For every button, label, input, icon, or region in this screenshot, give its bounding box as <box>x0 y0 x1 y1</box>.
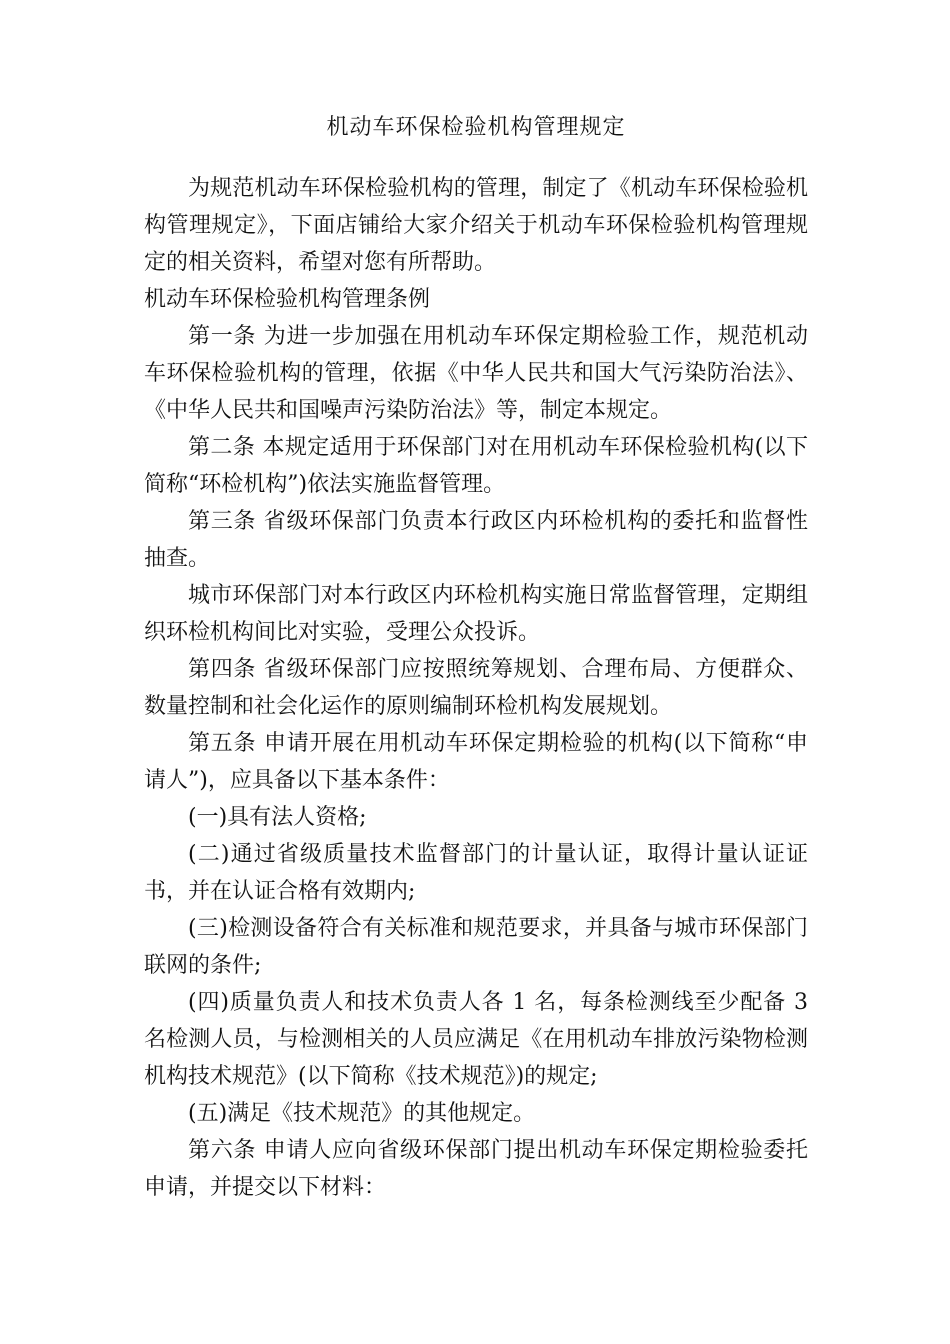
article-4: 第四条 省级环保部门应按照统筹规划、合理布局、方便群众、数量控制和社会化运作的原则编制环检机构发展规划。 <box>144 657 808 719</box>
document-title: 机动车环保检验机构管理规定 <box>326 115 626 140</box>
article-6: 第六条 申请人应向省级环保部门提出机动车环保定期检验委托申请，并提交以下材料： <box>144 1138 808 1200</box>
article-5-item-2: (二)通过省级质量技术监督部门的计量认证，取得计量认证证书，并在认证合格有效期内; <box>144 842 808 904</box>
article-3-paragraph-2: 城市环保部门对本行政区内环检机构实施日常监督管理，定期组织环检机构间比对实验，受理公众投诉。 <box>144 583 808 645</box>
article-2: 第二条 本规定适用于环保部门对在用机动车环保检验机构(以下简称“环检机构”)依法实施监督管理。 <box>144 435 808 497</box>
intro-paragraph: 为规范机动车环保检验机构的管理，制定了《机动车环保检验机构管理规定》，下面店铺给大家介绍关于机动车环保检验机构管理规定的相关资料，希望对您有所帮助。 <box>144 176 808 275</box>
article-5-item-1: (一)具有法人资格; <box>188 805 367 830</box>
article-5: 第五条 申请开展在用机动车环保定期检验的机构(以下简称“申请人”)，应具备以下基本条件： <box>144 731 808 793</box>
document-body <box>144 170 808 1206</box>
article-5-item-4: (四)质量负责人和技术负责人各 1 名，每条检测线至少配备 3 名检测人员，与检测相关的人员应满足《在用机动车排放污染物检测机构技术规范》(以下简称《技术规范》)的规定; <box>144 990 808 1089</box>
article-3: 第三条 省级环保部门负责本行政区内环检机构的委托和监督性抽查。 <box>144 509 808 571</box>
article-5-item-3: (三)检测设备符合有关标准和规范要求，并具备与城市环保部门联网的条件; <box>144 916 808 978</box>
article-5-item-5: (五)满足《技术规范》的其他规定。 <box>188 1101 536 1126</box>
section-heading: 机动车环保检验机构管理条例 <box>144 287 431 312</box>
article-1: 第一条 为进一步加强在用机动车环保定期检验工作，规范机动车环保检验机构的管理，依据《中华人民共和国大气污染防治法》、《中华人民共和国噪声污染防治法》等，制定本规定。 <box>144 324 808 423</box>
